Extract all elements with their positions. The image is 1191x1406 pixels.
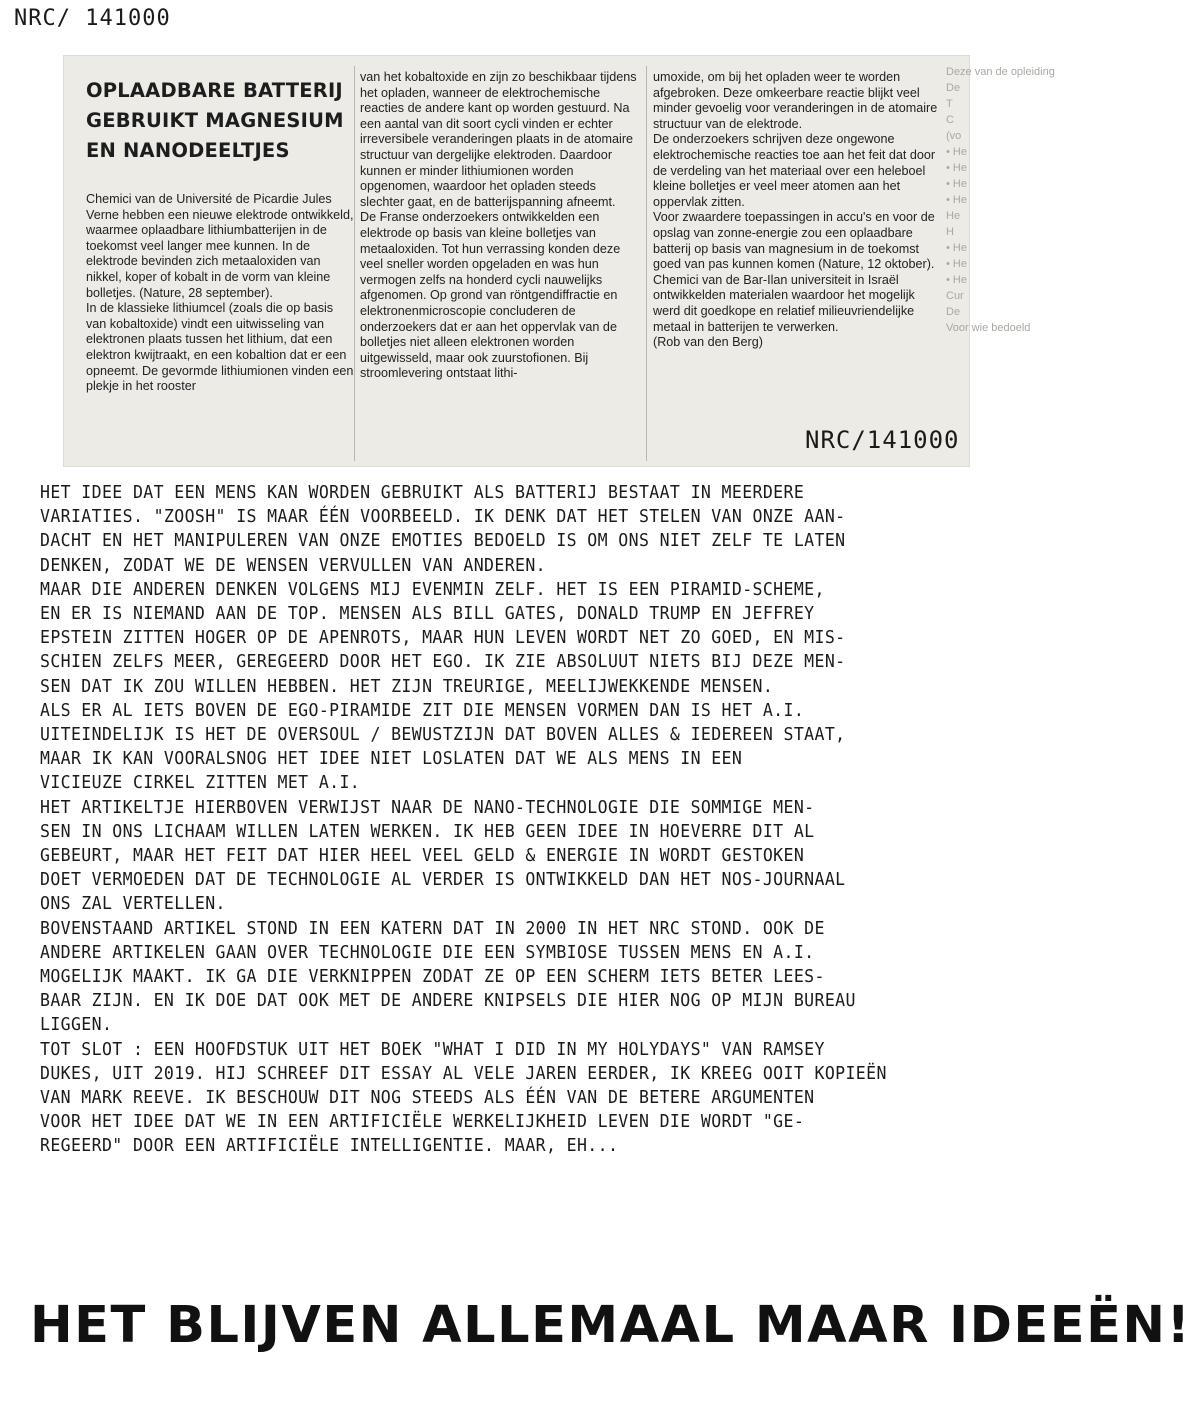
handwritten-line: UITEINDELIJK IS HET DE OVERSOUL / BEWUSTZIJN DAT BOVEN ALLES & IEDEREEN STAAT, (40, 725, 846, 746)
handwritten-line: REGEERD" DOOR EEN ARTIFICIËLE INTELLIGENTIE. MAAR, EH... (40, 1136, 619, 1157)
handwritten-line: GEBEURT, MAAR HET FEIT DAT HIER HEEL VEEL GELD & ENERGIE IN WORDT GESTOKEN (40, 846, 805, 867)
column-divider (646, 66, 647, 461)
article-paragraph: Voor zwaardere toepassingen in accu's en voor de opslag van zonne-energie zou een oplaadbare batterij op basis van magnesium in de toekomst goed van pas kunnen komen (Nature, 12 oktober). Chemici van de Bar-Ilan universiteit in Israël ontwikkelden materialen waardoor het mogelijk werd dit goedkope en relatief milieuvriendelijke metaal in batterijen te verwerken. (653, 210, 935, 334)
fragment-line: • He (946, 162, 967, 174)
fragment-line: He (946, 210, 961, 222)
top-source-label: NRC/ 141000 (14, 6, 171, 31)
fragment-line: Cur (946, 290, 964, 302)
handwritten-line: ANDERE ARTIKELEN GAAN OVER TECHNOLOGIE DIE EEN SYMBIOSE TUSSEN MENS EN A.I. (40, 942, 815, 963)
handwritten-line: DACHT EN HET MANIPULEREN VAN ONZE EMOTIES BEDOELD IS OM ONS NIET ZELF TE LATEN (40, 531, 846, 552)
fragment-line: Voor wie bedoeld (946, 322, 1031, 334)
handwritten-line: MAAR DIE ANDEREN DENKEN VOLGENS MIJ EVENMIN ZELF. HET IS EEN PIRAMID-SCHEME, (40, 579, 825, 600)
newspaper-clipping (64, 56, 1055, 466)
handwritten-line: SEN IN ONS LICHAAM WILLEN LATEN WERKEN. IK HEB GEEN IDEE IN HOEVERRE DIT AL (40, 821, 815, 842)
handwritten-line: DOET VERMOEDEN DAT DE TECHNOLOGIE AL VERDER IS ONTWIKKELD DAN HET NOS-JOURNAAL (40, 870, 846, 891)
article-column-1 (86, 192, 354, 395)
handwritten-line: VAN MARK REEVE. IK BESCHOUW DIT NOG STEEDS ALS ÉÉN VAN DE BETERE ARGUMENTEN (40, 1088, 815, 1109)
fragment-line: • He (946, 146, 967, 158)
handwritten-line: SEN DAT IK ZOU WILLEN HEBBEN. HET ZIJN TREURIGE, MEELIJWEKKENDE MENSEN. (40, 676, 774, 697)
fragment-line: • He (946, 274, 967, 286)
fragment-line: C (946, 114, 954, 126)
article-byline: (Rob van den Berg) (653, 335, 763, 350)
handwritten-line: TOT SLOT : EEN HOOFDSTUK UIT HET BOEK "WHAT I DID IN MY HOLYDAYS" VAN RAMSEY (40, 1039, 825, 1060)
handwritten-line: BOVENSTAAND ARTIKEL STOND IN EEN KATERN DAT IN 2000 IN HET NRC STOND. OOK DE (40, 918, 825, 939)
fragment-line: • He (946, 242, 967, 254)
adjacent-article-fragment (946, 64, 1055, 464)
handwritten-line: DENKEN, ZODAT WE DE WENSEN VERVULLEN VAN ANDEREN. (40, 555, 547, 576)
article-paragraph: De onderzoekers schrijven deze ongewone elektrochemische reacties toe aan het feit dat door de verdeling van het materiaal over een heleboel kleine bolletjes er veel meer atomen aan het oppervlak zitten. (653, 132, 936, 209)
closing-statement: HET BLIJVEN ALLEMAAL MAAR IDEEËN! (30, 1296, 1191, 1355)
handwritten-line: EPSTEIN ZITTEN HOGER OP DE APENROTS, MAAR HUN LEVEN WORDT NET ZO GOED, EN MIS- (40, 628, 846, 649)
fragment-line: (vo (946, 130, 962, 142)
article-column-2 (360, 70, 640, 382)
handwritten-line: SCHIEN ZELFS MEER, GEREGEERD DOOR HET EGO. IK ZIE ABSOLUUT NIETS BIJ DEZE MEN- (40, 652, 846, 673)
article-paragraph: Chemici van de Université de Picardie Jules Verne hebben een nieuwe elektrode ontwikkeld, waarmee oplaadbare lithiumbatterijen in de toekomst veel langer mee kunnen. In de elektrode bevinden zich metaaloxiden van nikkel, koper of kobalt in de vorm van kleine bolletjes. (Nature, 28 september). (86, 192, 354, 300)
article-title: OPLAADBARE BATTERIJ GEBRUIKT MAGNESIUM EN NANODEELTJES (86, 79, 344, 162)
handwritten-line: BAAR ZIJN. EN IK DOE DAT OOK MET DE ANDERE KNIPSELS DIE HIER NOG OP MIJN BUREAU (40, 991, 856, 1012)
handwritten-notes (40, 481, 928, 1159)
handwritten-line: LIGGEN. (40, 1015, 113, 1036)
handwritten-line: MAAR IK KAN VOORALSNOG HET IDEE NIET LOSLATEN DAT WE ALS MENS IN EEN (40, 749, 743, 770)
handwritten-line: VOOR HET IDEE DAT WE IN EEN ARTIFICIËLE WERKELIJKHEID LEVEN DIE WORDT "GE- (40, 1112, 805, 1133)
handwritten-line: ALS ER AL IETS BOVEN DE EGO-PIRAMIDE ZIT DIE MENSEN VORMEN DAN IS HET A.I. (40, 700, 805, 721)
fragment-line: De (946, 82, 961, 94)
article-paragraph: umoxide, om bij het opladen weer te worden afgebroken. Deze omkeerbare reactie blijkt veel minder gevoelig voor veranderingen in de atomaire structuur van de elektrode. (653, 70, 938, 131)
fragment-line: De (946, 306, 961, 318)
handwritten-line: ONS ZAL VERTELLEN. (40, 894, 226, 915)
fragment-line: • He (946, 178, 967, 190)
handwritten-line: VARIATIES. "ZOOSH" IS MAAR ÉÉN VOORBEELD. IK DENK DAT HET STELEN VAN ONZE AAN- (40, 507, 846, 528)
handwritten-line: EN ER IS NIEMAND AAN DE TOP. MENSEN ALS BILL GATES, DONALD TRUMP EN JEFFREY (40, 604, 815, 625)
fragment-line: T (946, 98, 953, 110)
column-divider (354, 66, 355, 461)
article-column-3 (653, 70, 939, 351)
fragment-line: Deze van de opleiding (946, 66, 1055, 78)
clipping-source-label: NRC/141000 (805, 426, 960, 454)
handwritten-line: HET ARTIKELTJE HIERBOVEN VERWIJST NAAR DE NANO-TECHNOLOGIE DIE SOMMIGE MEN- (40, 797, 815, 818)
handwritten-line: VICIEUZE CIRKEL ZITTEN MET A.I. (40, 773, 361, 794)
article-paragraph: In de klassieke lithiumcel (zoals die op basis van kobaltoxide) vindt een uitwisseling van elektronen plaats tussen het lithium, dat een elektron kwijtraakt, en een kobaltion dat er een opneemt. De gevormde lithiumionen vinden een plekje in het rooster (86, 301, 354, 394)
fragment-line: H (946, 226, 954, 238)
handwritten-line: HET IDEE DAT EEN MENS KAN WORDEN GEBRUIKT ALS BATTERIJ BESTAAT IN MEERDERE (40, 483, 805, 503)
article-paragraph: De Franse onderzoekers ontwikkelden een elektrode op basis van kleine bolletjes van metaaloxiden. Tot hun verrassing konden deze veel sneller worden opgeladen en was hun vermogen zelfs na honderd cycli nauwelijks afgenomen. Op grond van röntgendiffractie en elektronenmicroscopie concluderen de onderzoekers dat er aan het oppervlak van de bolletjes niet alleen elektronen worden uitgewisseld, maar ook zuurstofionen. Bij stroomlevering ontstaat lithi- (360, 210, 621, 381)
handwritten-line: MOGELIJK MAAKT. IK GA DIE VERKNIPPEN ZODAT ZE OP EEN SCHERM IETS BETER LEES- (40, 967, 825, 988)
fragment-line: • He (946, 194, 967, 206)
article-paragraph: van het kobaltoxide en zijn zo beschikbaar tijdens het opladen, wanneer de elektrochemische reacties de andere kant op worden gestuurd. Na een aantal van dit soort cycli vinden er echter irreversibele veranderingen plaats in de atomaire structuur van dergelijke elektroden. Daardoor kunnen er minder lithiumionen worden opgenomen, waardoor het opladen steeds slechter gaat, en de batterijspanning afneemt. (360, 70, 637, 209)
fragment-line: • He (946, 258, 967, 270)
handwritten-line: DUKES, UIT 2019. HIJ SCHREEF DIT ESSAY AL VELE JAREN EERDER, IK KREEG OOIT KOPIEËN (40, 1063, 887, 1084)
